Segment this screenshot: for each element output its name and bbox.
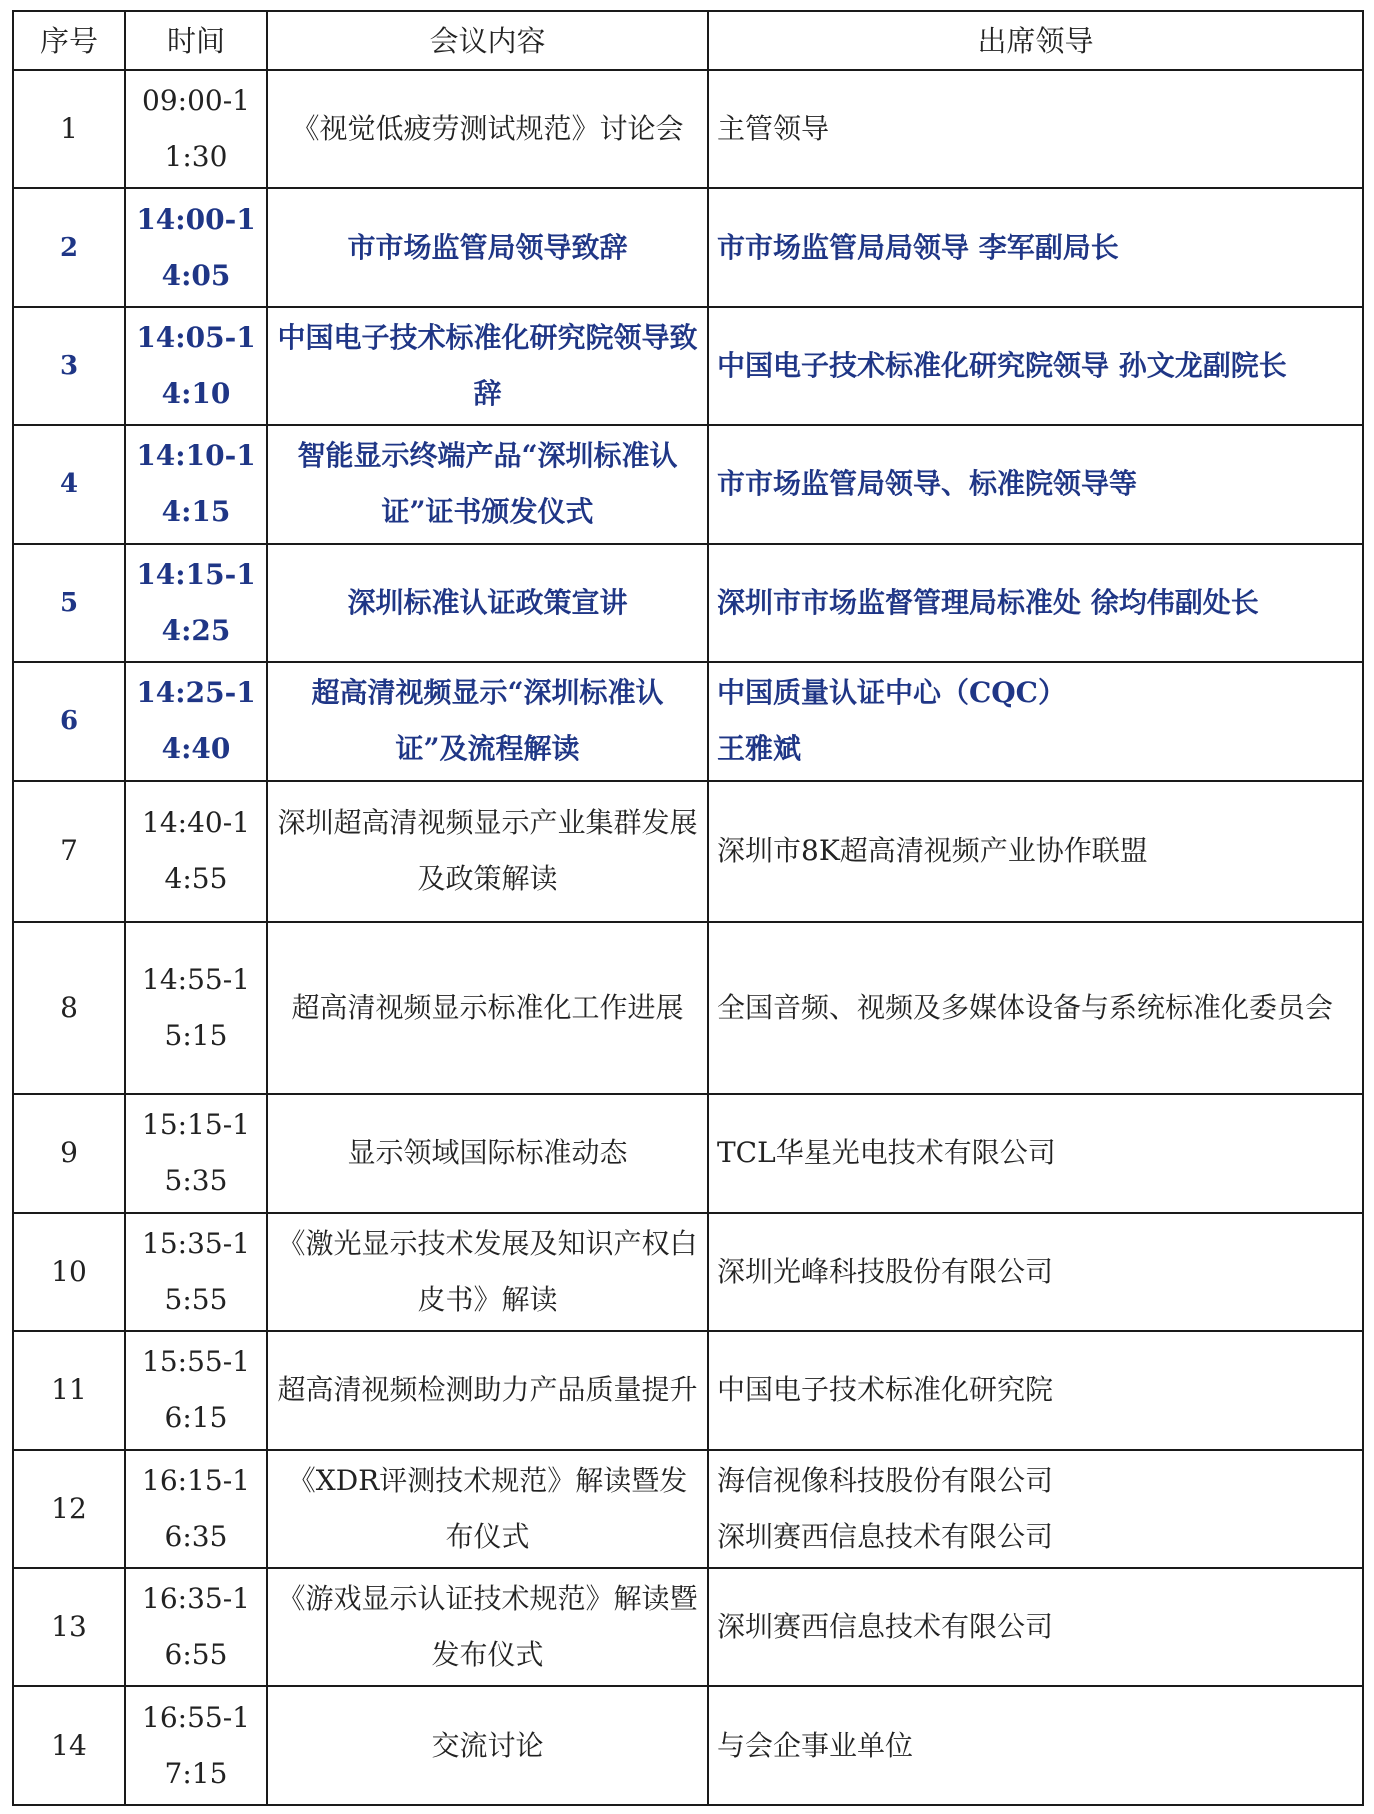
table-row [13, 1094, 1363, 1212]
row-attendees [708, 1568, 1363, 1686]
row-topic: 深圳超高清视频显示产业集群发展及政策解读 [267, 781, 708, 922]
row-topic: 超高清视频显示标准化工作进展 [267, 922, 708, 1094]
row-index: 5 [13, 544, 125, 662]
row-index: 8 [13, 922, 125, 1094]
row-time: 14:55-15:15 [125, 922, 267, 1094]
agenda-table [12, 10, 1364, 1806]
table-row [13, 1568, 1363, 1686]
row-topic: 交流讨论 [267, 1686, 708, 1805]
row-index: 2 [13, 188, 125, 306]
table-row [13, 425, 1363, 543]
row-index: 3 [13, 307, 125, 425]
attendee-line: 海信视像科技股份有限公司 [717, 1463, 1054, 1497]
row-index: 9 [13, 1094, 125, 1212]
row-time: 14:05-14:10 [125, 307, 267, 425]
row-index: 14 [13, 1686, 125, 1805]
row-time: 15:15-15:35 [125, 1094, 267, 1212]
attendee-line: 王雅斌 [717, 732, 802, 766]
row-topic: 《视觉低疲劳测试规范》讨论会 [267, 70, 708, 188]
header-attendees: 出席领导 [708, 11, 1363, 70]
attendee-line: 市市场监管局局领导 李军副局长 [717, 230, 1119, 264]
table-row [13, 1213, 1363, 1331]
attendee-line: 全国音频、视频及多媒体设备与系统标准化委员会 [717, 991, 1334, 1025]
row-index: 1 [13, 70, 125, 188]
row-attendees [708, 307, 1363, 425]
row-index: 7 [13, 781, 125, 922]
row-time: 09:00-11:30 [125, 70, 267, 188]
row-time: 14:15-14:25 [125, 544, 267, 662]
attendee-line: 深圳市8K超高清视频产业协作联盟 [717, 834, 1148, 868]
header-topic: 会议内容 [267, 11, 708, 70]
row-time: 16:55-17:15 [125, 1686, 267, 1805]
row-topic: 《XDR评测技术规范》解读暨发布仪式 [267, 1450, 708, 1568]
row-attendees [708, 662, 1363, 780]
agenda-sheet [12, 10, 1362, 1806]
row-attendees [708, 1686, 1363, 1805]
header-index: 序号 [13, 11, 125, 70]
row-attendees [708, 922, 1363, 1094]
agenda-body [13, 70, 1363, 1805]
row-time: 16:35-16:55 [125, 1568, 267, 1686]
row-topic: 显示领域国际标准动态 [267, 1094, 708, 1212]
row-attendees [708, 1094, 1363, 1212]
row-attendees [708, 1331, 1363, 1449]
row-time: 14:40-14:55 [125, 781, 267, 922]
attendee-line: 中国电子技术标准化研究院领导 孙文龙副院长 [717, 349, 1287, 383]
table-row [13, 781, 1363, 922]
row-topic: 市市场监管局领导致辞 [267, 188, 708, 306]
row-topic: 《游戏显示认证技术规范》解读暨发布仪式 [267, 1568, 708, 1686]
table-row [13, 1450, 1363, 1568]
attendee-line: 主管领导 [717, 112, 830, 146]
row-attendees [708, 781, 1363, 922]
row-attendees [708, 544, 1363, 662]
row-topic: 深圳标准认证政策宣讲 [267, 544, 708, 662]
row-index: 11 [13, 1331, 125, 1449]
row-attendees [708, 188, 1363, 306]
row-time: 14:10-14:15 [125, 425, 267, 543]
row-index: 12 [13, 1450, 125, 1568]
row-topic: 《激光显示技术发展及知识产权白皮书》解读 [267, 1213, 708, 1331]
row-time: 15:55-16:15 [125, 1331, 267, 1449]
table-row [13, 922, 1363, 1094]
row-time: 16:15-16:35 [125, 1450, 267, 1568]
attendee-line: 中国质量认证中心（CQC） [717, 676, 1066, 710]
table-row [13, 1686, 1363, 1805]
row-topic: 中国电子技术标准化研究院领导致辞 [267, 307, 708, 425]
attendee-line: 深圳市市场监督管理局标准处 徐均伟副处长 [717, 585, 1259, 619]
attendee-line: TCL华星光电技术有限公司 [717, 1136, 1056, 1170]
table-row [13, 544, 1363, 662]
table-header-row [13, 11, 1363, 70]
row-topic: 超高清视频显示“深圳标准认证”及流程解读 [267, 662, 708, 780]
row-time: 15:35-15:55 [125, 1213, 267, 1331]
row-topic: 智能显示终端产品“深圳标准认证”证书颁发仪式 [267, 425, 708, 543]
row-index: 13 [13, 1568, 125, 1686]
table-row [13, 188, 1363, 306]
attendee-line: 与会企事业单位 [717, 1728, 914, 1762]
header-time: 时间 [125, 11, 267, 70]
row-attendees [708, 1450, 1363, 1568]
row-index: 6 [13, 662, 125, 780]
row-attendees [708, 70, 1363, 188]
attendee-line: 深圳赛西信息技术有限公司 [717, 1519, 1054, 1553]
row-index: 4 [13, 425, 125, 543]
attendee-line: 中国电子技术标准化研究院 [717, 1373, 1054, 1407]
table-row [13, 662, 1363, 780]
row-topic: 超高清视频检测助力产品质量提升 [267, 1331, 708, 1449]
attendee-line: 深圳赛西信息技术有限公司 [717, 1610, 1054, 1644]
attendee-line: 深圳光峰科技股份有限公司 [717, 1254, 1054, 1288]
table-row [13, 70, 1363, 188]
row-attendees [708, 425, 1363, 543]
row-attendees [708, 1213, 1363, 1331]
attendee-line: 市市场监管局领导、标准院领导等 [717, 467, 1138, 501]
row-time: 14:00-14:05 [125, 188, 267, 306]
row-index: 10 [13, 1213, 125, 1331]
table-row [13, 1331, 1363, 1449]
table-row [13, 307, 1363, 425]
row-time: 14:25-14:40 [125, 662, 267, 780]
